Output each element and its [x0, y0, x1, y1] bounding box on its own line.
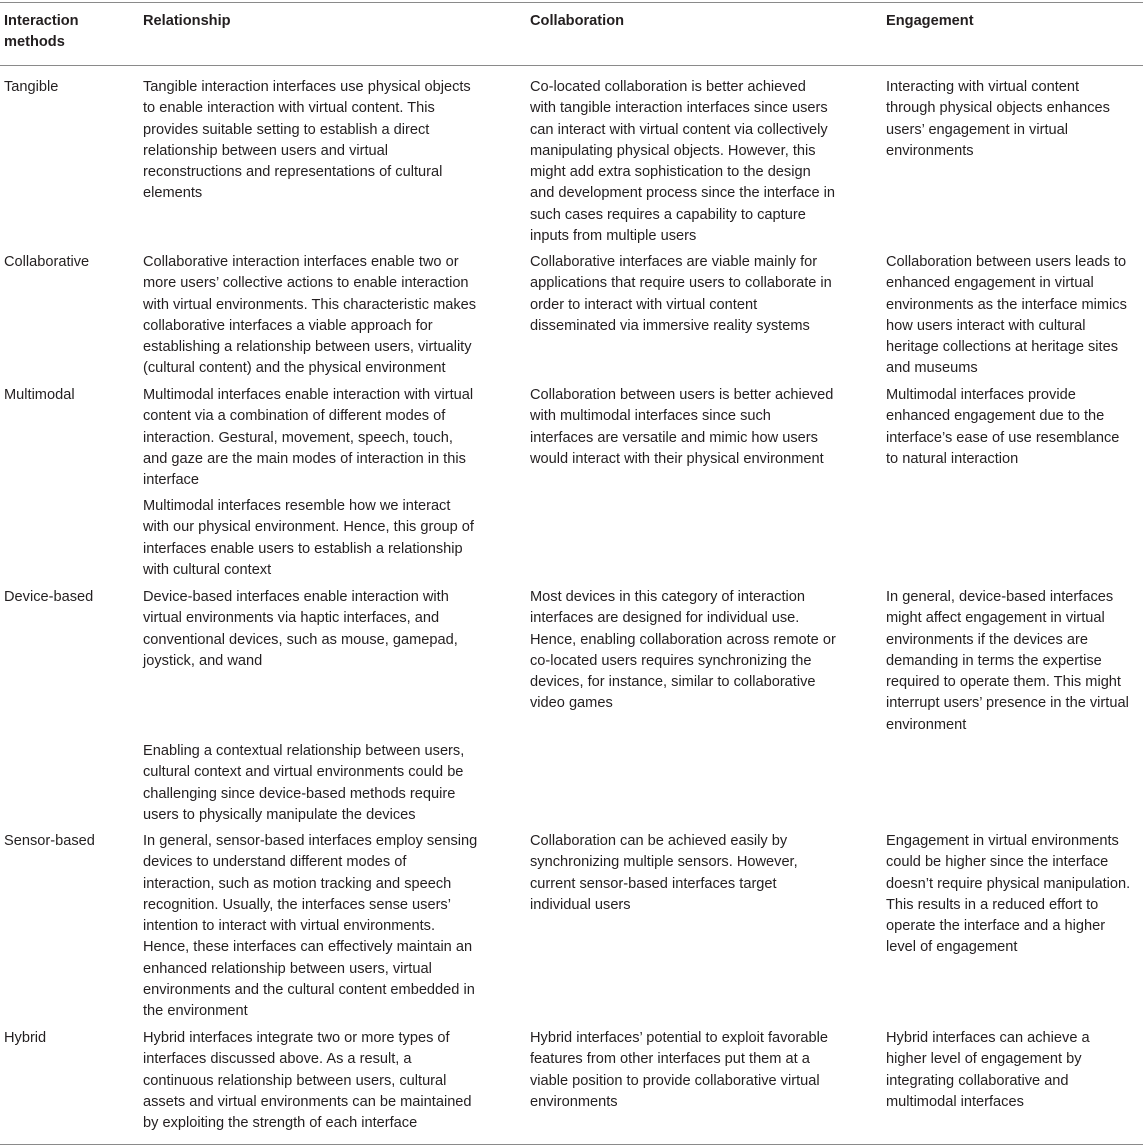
text-line: the environment	[143, 1003, 248, 1020]
text-line: Device-based interfaces enable interaction with	[143, 589, 449, 605]
text-line: required to operate them. This might	[886, 674, 1121, 691]
text-line: level of engagement	[886, 939, 1018, 956]
text-line: interaction, such as motion tracking and speech	[143, 875, 452, 892]
text-line: heritage collections at heritage sites	[886, 339, 1119, 356]
cell-relationship	[143, 741, 464, 826]
text-line: such cases requires a capability to capture	[530, 206, 806, 223]
text-line: interfaces are designed for individual use.	[530, 610, 800, 627]
text-line: Tangible interaction interfaces use physical objects	[143, 79, 471, 95]
text-line: assets and virtual environments can be maintained	[143, 1093, 472, 1110]
cell-collaboration	[530, 587, 836, 715]
text-line: recognition. Usually, the interfaces sense users’	[143, 896, 451, 913]
text-line: continuous relationship between users, cultural	[143, 1072, 447, 1089]
text-line: disseminated via immersive reality systems	[530, 317, 810, 334]
cell-relationship	[143, 496, 474, 581]
text-line: Interacting with virtual content	[886, 79, 1080, 95]
text-line: Hence, enabling collaboration across remote or	[530, 631, 836, 648]
cell-relationship	[143, 831, 477, 1023]
cell-collaboration	[530, 77, 835, 247]
text-line: and museums	[886, 360, 978, 377]
text-line: by exploiting the strength of each interface	[143, 1115, 418, 1132]
text-line: Co-located collaboration is better achieved	[530, 79, 806, 95]
text-line: interaction. Gestural, movement, speech, touch,	[143, 429, 453, 446]
text-line: interfaces are versatile and mimic how users	[530, 429, 818, 446]
text-line: Collaborative interaction interfaces enable two or	[143, 254, 459, 270]
text-line: interface’s ease of use resemblance	[886, 429, 1120, 446]
cell-interaction-method: Device-based	[4, 589, 94, 605]
text-line: In general, sensor-based interfaces employ sensing	[143, 833, 478, 849]
text-line: might affect engagement in virtual	[886, 610, 1105, 627]
text-line: doesn’t require physical manipulation.	[886, 875, 1131, 892]
text-line: conventional devices, such as mouse, gamepad,	[143, 631, 458, 648]
text-line: devices, for instance, similar to collaborative	[530, 674, 816, 691]
text-line: This results in a reduced effort to	[886, 896, 1099, 913]
cell-interaction-method: Hybrid	[4, 1030, 47, 1046]
text-line: In general, device-based interfaces	[886, 589, 1114, 605]
text-line: with our physical environment. Hence, this group of	[143, 519, 474, 536]
text-line: might add extra sophistication to the design	[530, 164, 811, 181]
table-top-rule	[0, 2, 1143, 3]
text-line: applications that require users to collaborate in	[530, 275, 832, 292]
text-line: inputs from multiple users	[530, 228, 697, 245]
text-line: reconstructions and representations of cultural	[143, 164, 443, 181]
text-line: with tangible interaction interfaces since users	[530, 100, 828, 117]
text-line: environments and the cultural content embedded in	[143, 982, 475, 999]
text-line: individual users	[530, 896, 631, 913]
text-line: demanding in terms the expertise	[886, 652, 1102, 669]
text-line: to natural interaction	[886, 450, 1019, 467]
cell-collaboration	[530, 831, 798, 916]
text-line: manipulating physical objects. However, this	[530, 142, 816, 159]
text-line: cultural context and virtual environments could be	[143, 764, 464, 781]
text-line: synchronizing multiple sensors. However,	[530, 854, 798, 871]
table-bottom-rule	[0, 1144, 1143, 1145]
text-line: Engagement in virtual environments	[886, 833, 1119, 849]
text-line: provides suitable setting to establish a direct	[143, 121, 430, 138]
text-line: interface	[143, 472, 199, 489]
text-line: order to interact with virtual content	[530, 296, 758, 313]
text-line: environments	[886, 142, 974, 159]
text-line: Hybrid interfaces’ potential to exploit favorable	[530, 1030, 828, 1046]
text-line: operate the interface and a higher	[886, 918, 1106, 935]
cell-interaction-method: Multimodal	[4, 387, 75, 403]
cell-interaction-method: Collaborative	[4, 254, 90, 270]
cell-engagement	[886, 385, 1119, 470]
text-line: collaborative interfaces a viable approach for	[143, 317, 433, 334]
text-line: users to physically manipulate the devices	[143, 806, 416, 823]
text-line: and gaze are the main modes of interaction in this	[143, 450, 466, 467]
header-relationship: Relationship	[143, 13, 231, 29]
text-line: to enable interaction with virtual content. This	[143, 100, 435, 117]
cell-engagement	[886, 587, 1129, 736]
text-line: enhanced relationship between users, virtual	[143, 960, 432, 977]
text-line: would interact with their physical environment	[530, 450, 824, 467]
header-rule	[0, 65, 1143, 66]
text-line: features from other interfaces put them at a	[530, 1051, 810, 1068]
text-line: interfaces enable users to establish a relationship	[143, 540, 463, 557]
text-line: current sensor-based interfaces target	[530, 875, 777, 892]
cell-collaboration	[530, 385, 833, 470]
text-line: co-located users requires synchronizing the	[530, 652, 812, 669]
header-interaction-methods: Interaction methods	[4, 13, 79, 51]
text-line: environments if the devices are	[886, 631, 1088, 648]
text-line: intention to interact with virtual environments.	[143, 918, 436, 935]
text-line: devices to understand different modes of	[143, 854, 407, 871]
cell-engagement	[886, 77, 1110, 162]
cell-collaboration	[530, 252, 832, 337]
text-line: relationship between users and virtual	[143, 142, 388, 159]
text-line: Most devices in this category of interaction	[530, 589, 805, 605]
text-line: Collaboration can be achieved easily by	[530, 833, 788, 849]
text-line: multimodal interfaces	[886, 1093, 1024, 1110]
text-line: joystick, and wand	[143, 652, 263, 669]
cell-relationship	[143, 252, 476, 380]
cell-relationship	[143, 1028, 472, 1134]
text-line: users’ engagement in virtual	[886, 121, 1068, 138]
text-line: interrupt users’ presence in the virtual	[886, 695, 1129, 712]
text-line: video games	[530, 695, 613, 712]
text-line: Multimodal interfaces provide	[886, 387, 1076, 403]
cell-collaboration	[530, 1028, 828, 1113]
text-line: enhanced engagement in virtual	[886, 275, 1094, 292]
text-line: can interact with virtual content via collectively	[530, 121, 828, 138]
cell-relationship	[143, 587, 458, 672]
text-line: with multimodal interfaces since such	[530, 408, 771, 425]
text-line: Enabling a contextual relationship between users,	[143, 743, 465, 759]
text-line: environment	[886, 716, 967, 733]
text-line: Multimodal interfaces resemble how we interact	[143, 498, 451, 514]
cell-engagement	[886, 831, 1130, 959]
text-line: Multimodal interfaces enable interaction with virtual	[143, 387, 474, 403]
text-line: Hence, these interfaces can effectively maintain an	[143, 939, 473, 956]
text-line: viable position to provide collaborative virtual	[530, 1072, 820, 1089]
text-line: could be higher since the interface	[886, 854, 1109, 871]
text-line: establishing a relationship between users, virtuality	[143, 339, 472, 356]
text-line: Hybrid interfaces can achieve a	[886, 1030, 1090, 1046]
text-line: content via a combination of different modes of	[143, 408, 446, 425]
cell-relationship	[143, 385, 473, 491]
text-line: more users’ collective actions to enable interaction	[143, 275, 469, 292]
text-line: integrating collaborative and	[886, 1072, 1069, 1089]
text-line: higher level of engagement by	[886, 1051, 1082, 1068]
text-line: elements	[143, 185, 203, 202]
cell-engagement	[886, 252, 1127, 380]
cell-relationship	[143, 77, 471, 205]
text-line: environments	[530, 1093, 618, 1110]
text-line: with virtual environments. This characteristic makes	[143, 296, 477, 313]
text-line: virtual environments via haptic interfaces, and	[143, 610, 440, 627]
text-line: Collaborative interfaces are viable mainly for	[530, 254, 818, 270]
text-line: and development process since the interface in	[530, 185, 836, 202]
text-line: environments as the interface mimics	[886, 296, 1127, 313]
text-line: interfaces discussed above. As a result, a	[143, 1051, 412, 1068]
text-line: with cultural context	[143, 561, 272, 578]
text-line: Hybrid interfaces integrate two or more types of	[143, 1030, 450, 1046]
header-collaboration: Collaboration	[530, 13, 625, 29]
text-line: challenging since device-based methods require	[143, 785, 456, 802]
cell-engagement	[886, 1028, 1090, 1113]
header-engagement: Engagement	[886, 13, 974, 29]
text-line: enhanced engagement due to the	[886, 408, 1105, 425]
text-line: Collaboration between users leads to	[886, 254, 1127, 270]
text-line: (cultural content) and the physical environment	[143, 360, 446, 377]
text-line: how users interact with cultural	[886, 317, 1086, 334]
text-line: through physical objects enhances	[886, 100, 1110, 117]
cell-interaction-method: Tangible	[4, 79, 59, 95]
text-line: Collaboration between users is better achieved	[530, 387, 834, 403]
cell-interaction-method: Sensor-based	[4, 833, 95, 849]
